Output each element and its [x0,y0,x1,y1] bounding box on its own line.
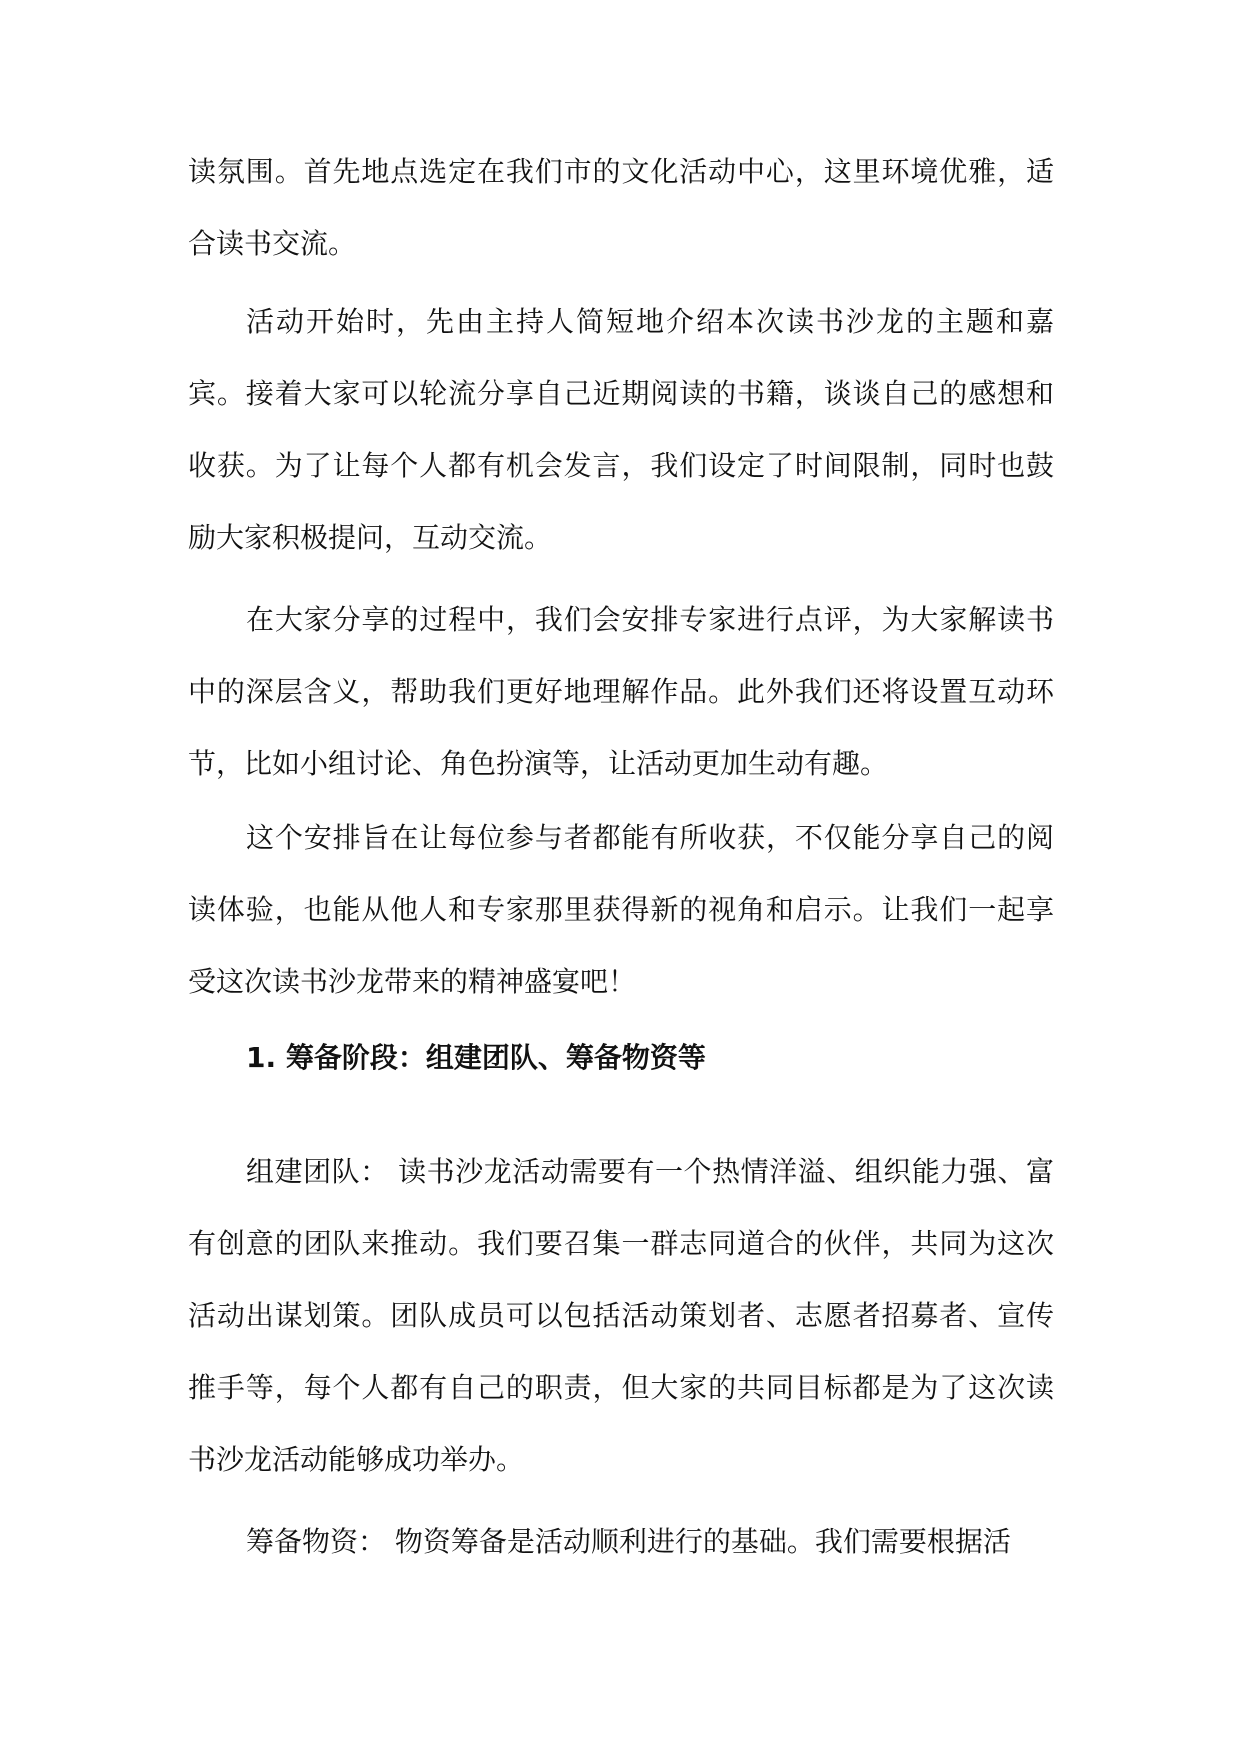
paragraph-activity-start: 活动开始时，先由主持人简短地介绍本次读书沙龙的主题和嘉宾。接着大家可以轮流分享自己近期阅读的书籍，谈谈自己的感想和收获。为了让每个人都有机会发言，我们设定了时间限制，同时也鼓励大家积极提问，互动交流。 [188,305,1054,554]
paragraph-venue: 读氛围。首先地点选定在我们市的文化活动中心，这里环境优雅，适合读书交流。 [188,155,1054,260]
paragraph-materials: 筹备物资： 物资筹备是活动顺利进行的基础。我们需要根据活 [246,1525,1011,1558]
paragraph-team-building: 组建团队： 读书沙龙活动需要有一个热情洋溢、组织能力强、富有创意的团队来推动。我们要召集一群志同道合的伙伴，共同为这次活动出谋划策。团队成员可以包括活动策划者、志愿者招募者、宣传推手等，每个人都有自己的职责，但大家的共同目标都是为了这次读书沙龙活动能够成功举办。 [188,1155,1054,1476]
paragraph-expert-review: 在大家分享的过程中，我们会安排专家进行点评，为大家解读书中的深层含义，帮助我们更好地理解作品。此外我们还将设置互动环节，比如小组讨论、角色扮演等，让活动更加生动有趣。 [188,603,1054,780]
section-heading: 1. 筹备阶段：组建团队、筹备物资等 [246,1041,706,1074]
paragraph-purpose: 这个安排旨在让每位参与者都能有所收获，不仅能分享自己的阅读体验，也能从他人和专家那里获得新的视角和启示。让我们一起享受这次读书沙龙带来的精神盛宴吧！ [188,821,1054,998]
